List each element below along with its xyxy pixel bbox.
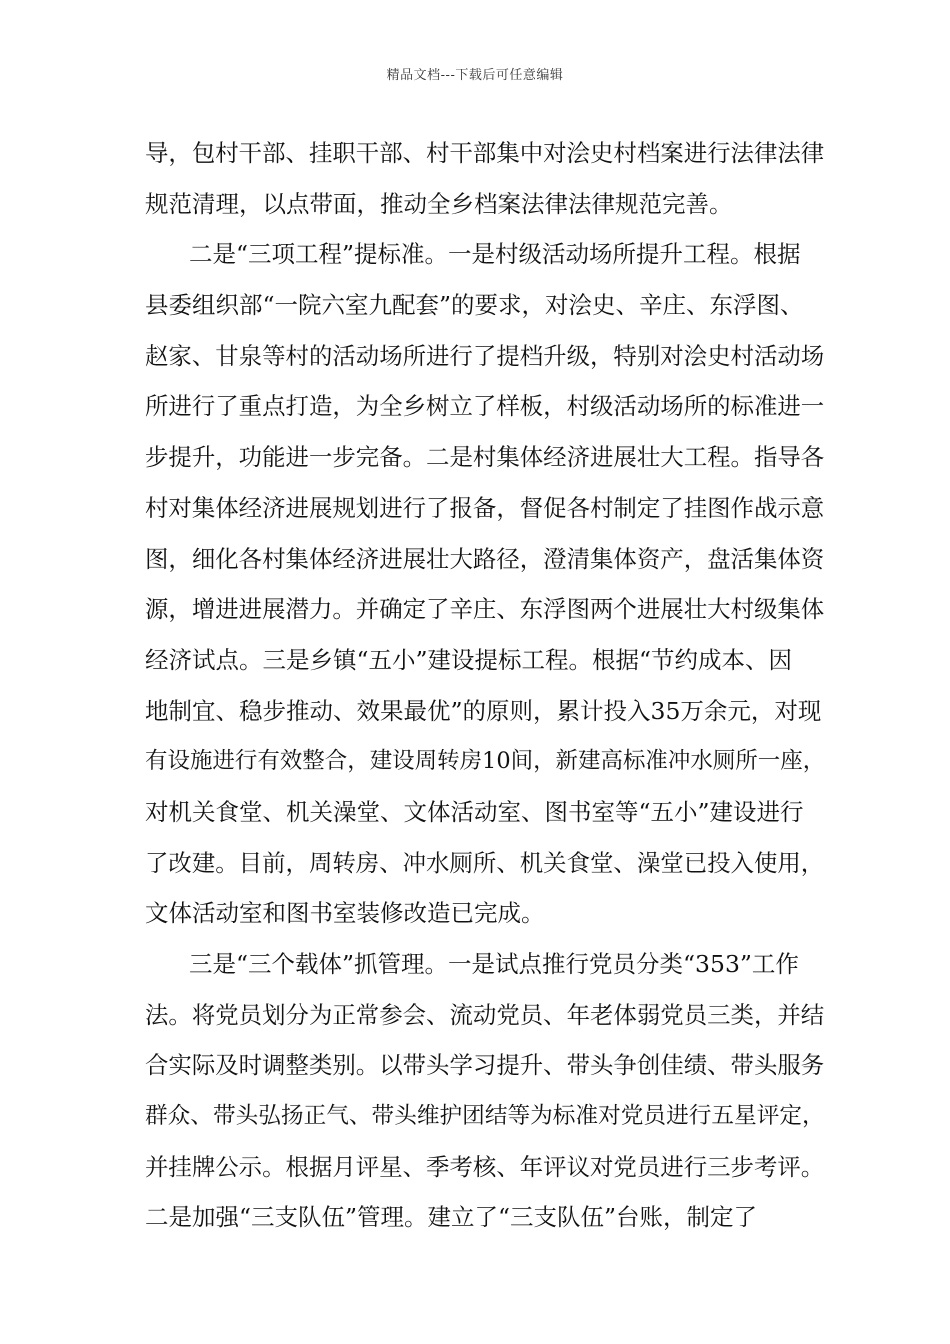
text-line: 文体活动室和图书室装修改造已完成。 (145, 899, 545, 928)
text-line: 对机关食堂、机关澡堂、文体活动室、图书室等“五小”建设进行 (145, 797, 804, 826)
text-line: 三是“三个载体”抓管理。一是试点推行党员分类“353”工作 (189, 950, 799, 978)
text-line: 二是加强“三支队伍”管理。建立了“三支队伍”台账，制定了 (145, 1203, 758, 1232)
text-line: 所进行了重点打造，为全乡树立了样板，村级活动场所的标准进一 (145, 392, 825, 421)
text-line: 图，细化各村集体经济进展壮大路径，澄清集体资产，盘活集体资 (145, 544, 825, 573)
text-line: 地制宜、稳步推动、效果最优”的原则，累计投入35万余元，对现 (145, 696, 822, 725)
text-line: 县委组织部“一院六室九配套”的要求，对浍史、辛庄、东浮图、 (145, 291, 804, 320)
text-line: 源，增进进展潜力。并确定了辛庄、东浮图两个进展壮大村级集体 (145, 595, 825, 624)
text-line: 经济试点。三是乡镇“五小”建设提标工程。根据“节约成本、因 (145, 645, 793, 674)
text-line: 规范清理，以点带面，推动全乡档案法律法律规范完善。 (145, 189, 733, 218)
text-line: 群众、带头弘扬正气、带头维护团结等为标准对党员进行五星评定， (145, 1103, 825, 1130)
document-body (145, 128, 825, 1243)
text-line: 导，包村干部、挂职干部、村干部集中对浍史村档案进行法律法律 (145, 139, 825, 167)
text-line: 了改建。目前，周转房、冲水厕所、机关食堂、澡堂已投入使用， (145, 848, 825, 877)
text-line: 二是“三项工程”提标准。一是村级活动场所提升工程。根据 (189, 240, 801, 269)
text-line: 合实际及时调整类别。以带头学习提升、带头争创佳绩、带头服务 (145, 1051, 825, 1080)
text-line: 并挂牌公示。根据月评星、季考核、年评议对党员进行三步考评。 (145, 1152, 825, 1181)
text-line: 步提升，功能进一步完备。二是村集体经济进展壮大工程。指导各 (145, 443, 825, 472)
page-header: 精品文档---下载后可任意编辑 (386, 68, 564, 83)
text-line: 法。将党员划分为正常参会、流动党员、年老体弱党员三类，并结 (145, 1000, 825, 1029)
text-line: 村对集体经济进展规划进行了报备，督促各村制定了挂图作战示意 (145, 493, 825, 522)
text-line: 赵家、甘泉等村的活动场所进行了提档升级，特别对浍史村活动场 (145, 341, 825, 370)
text-line: 有设施进行有效整合，建设周转房10间，新建高标准冲水厕所一座， (145, 748, 826, 775)
